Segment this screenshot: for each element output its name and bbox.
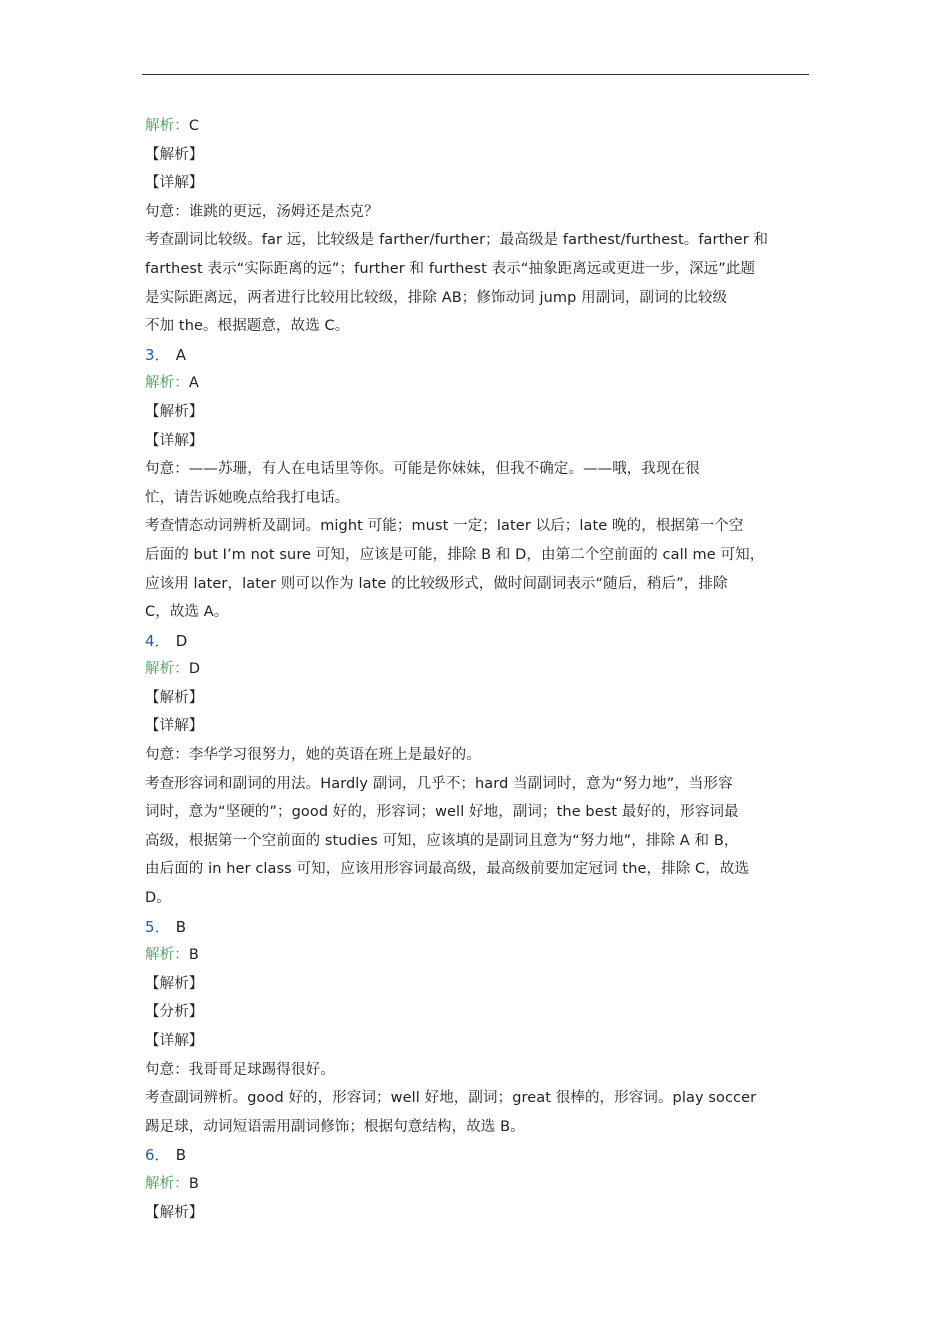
- paragraph-line: 高级，根据第一个空前面的 studies 可知，应该填的是副词且意为“努力地”，排除 A 和 B，: [145, 832, 739, 849]
- paragraph-line: 由后面的 in her class 可知，应该用形容词最高级，最高级前要加定冠词 the，排除 C，故选: [145, 861, 750, 878]
- analysis-line: [145, 369, 810, 398]
- paragraph-line: 句意：我哥哥足球踢得很好。: [145, 1061, 335, 1078]
- question-number-line: [145, 1141, 810, 1170]
- section-heading: 【解析】: [145, 403, 204, 420]
- analysis-line: [145, 1170, 810, 1199]
- analysis-answer: C: [188, 118, 200, 134]
- paragraph: [145, 198, 810, 227]
- paragraph-line: farthest 表示“实际距离的远”；further 和 furthest 表示“抽象距离远或更进一步，深远”此题: [145, 260, 756, 277]
- question-answer: D: [175, 631, 188, 650]
- analysis-line: [145, 941, 810, 970]
- header-rule: [142, 74, 809, 75]
- paragraph-line: 考查情态动词辨析及副词。might 可能；must 一定；later 以后；late 晚的，根据第一个空: [145, 518, 744, 535]
- paragraph: [145, 1056, 810, 1085]
- section-heading: 【详解】: [145, 175, 204, 192]
- paragraph-line: 踢足球，动词短语需用副词修饰；根据句意结构，故选 B。: [145, 1118, 525, 1135]
- question-number-line: [145, 627, 810, 656]
- paragraph-line: 后面的 but I’m not sure 可知，应该是可能，排除 B 和 D，由第二个空前面的 call me 可知，: [145, 546, 765, 563]
- section-heading: 【详解】: [145, 432, 204, 449]
- paragraph-line: 考查形容词和副词的用法。Hardly 副词，几乎不；hard 当副词时，意为“努力地”，当形容: [145, 775, 733, 792]
- section-heading: 【解析】: [145, 975, 204, 992]
- analysis-label: 解析：: [145, 375, 189, 392]
- paragraph: [145, 741, 810, 770]
- section-heading: 【解析】: [145, 689, 204, 706]
- paragraph-line: 句意：李华学习很努力，她的英语在班上是最好的。: [145, 747, 481, 764]
- question-answer: B: [175, 1146, 187, 1165]
- analysis-label: 解析：: [145, 118, 189, 134]
- analysis-answer: D: [188, 661, 201, 678]
- paragraph-line: 句意：谁跳的更远，汤姆还是杰克？: [145, 203, 379, 220]
- analysis-label: 解析：: [145, 947, 189, 964]
- question-number-line: [145, 341, 810, 370]
- question-number: 6．: [145, 1146, 170, 1165]
- section-heading: 【详解】: [145, 1033, 204, 1049]
- question-number: 4．: [145, 631, 170, 650]
- analysis-answer: B: [188, 1175, 199, 1192]
- paragraph: [145, 512, 810, 626]
- paragraph: [145, 770, 810, 913]
- section-heading: 【分析】: [145, 1004, 204, 1021]
- paragraph: [145, 1084, 810, 1141]
- question-number: 5．: [145, 917, 170, 936]
- paragraph: [145, 455, 810, 512]
- paragraph-line: 词时，意为“坚硬的”；good 好的，形容词；well 好地，副词；the best 最好的，形容词最: [145, 804, 739, 821]
- section-heading: 【解析】: [145, 146, 204, 163]
- section-heading: 【解析】: [145, 1204, 204, 1221]
- analysis-answer: B: [188, 947, 199, 964]
- document-body: [145, 112, 810, 1227]
- section-heading: 【详解】: [145, 718, 204, 735]
- analysis-label: 解析：: [145, 661, 189, 678]
- paragraph-line: C，故选 A。: [145, 604, 229, 621]
- paragraph-line: 句意：——苏珊，有人在电话里等你。可能是你妹妹，但我不确定。——哦，我现在很: [145, 461, 700, 478]
- analysis-line: [145, 655, 810, 684]
- analysis-line: [145, 112, 810, 141]
- paragraph-line: 是实际距离远，两者进行比较用比较级，排除 AB；修饰动词 jump 用副词，副词的比较级: [145, 289, 728, 306]
- paragraph-line: D。: [145, 890, 171, 907]
- analysis-label: 解析：: [145, 1175, 189, 1192]
- paragraph-line: 忙，请告诉她晚点给我打电话。: [145, 489, 350, 506]
- paragraph: [145, 226, 810, 340]
- paragraph-line: 应该用 later，later 则可以作为 late 的比较级形式，做时间副词表示“随后，稍后”，排除: [145, 575, 728, 592]
- paragraph-line: 不加 the。根据题意，故选 C。: [145, 318, 350, 335]
- paragraph-line: 考查副词辨析。good 好的，形容词；well 好地，副词；great 很棒的，形容词。play soccer: [145, 1090, 757, 1107]
- question-answer: B: [175, 917, 187, 936]
- question-number: 3．: [145, 345, 170, 364]
- analysis-answer: A: [188, 375, 199, 392]
- question-answer: A: [175, 345, 187, 364]
- paragraph-line: 考查副词比较级。far 远，比较级是 farther/further；最高级是 farthest/furthest。farther 和: [145, 232, 769, 249]
- question-number-line: [145, 913, 810, 942]
